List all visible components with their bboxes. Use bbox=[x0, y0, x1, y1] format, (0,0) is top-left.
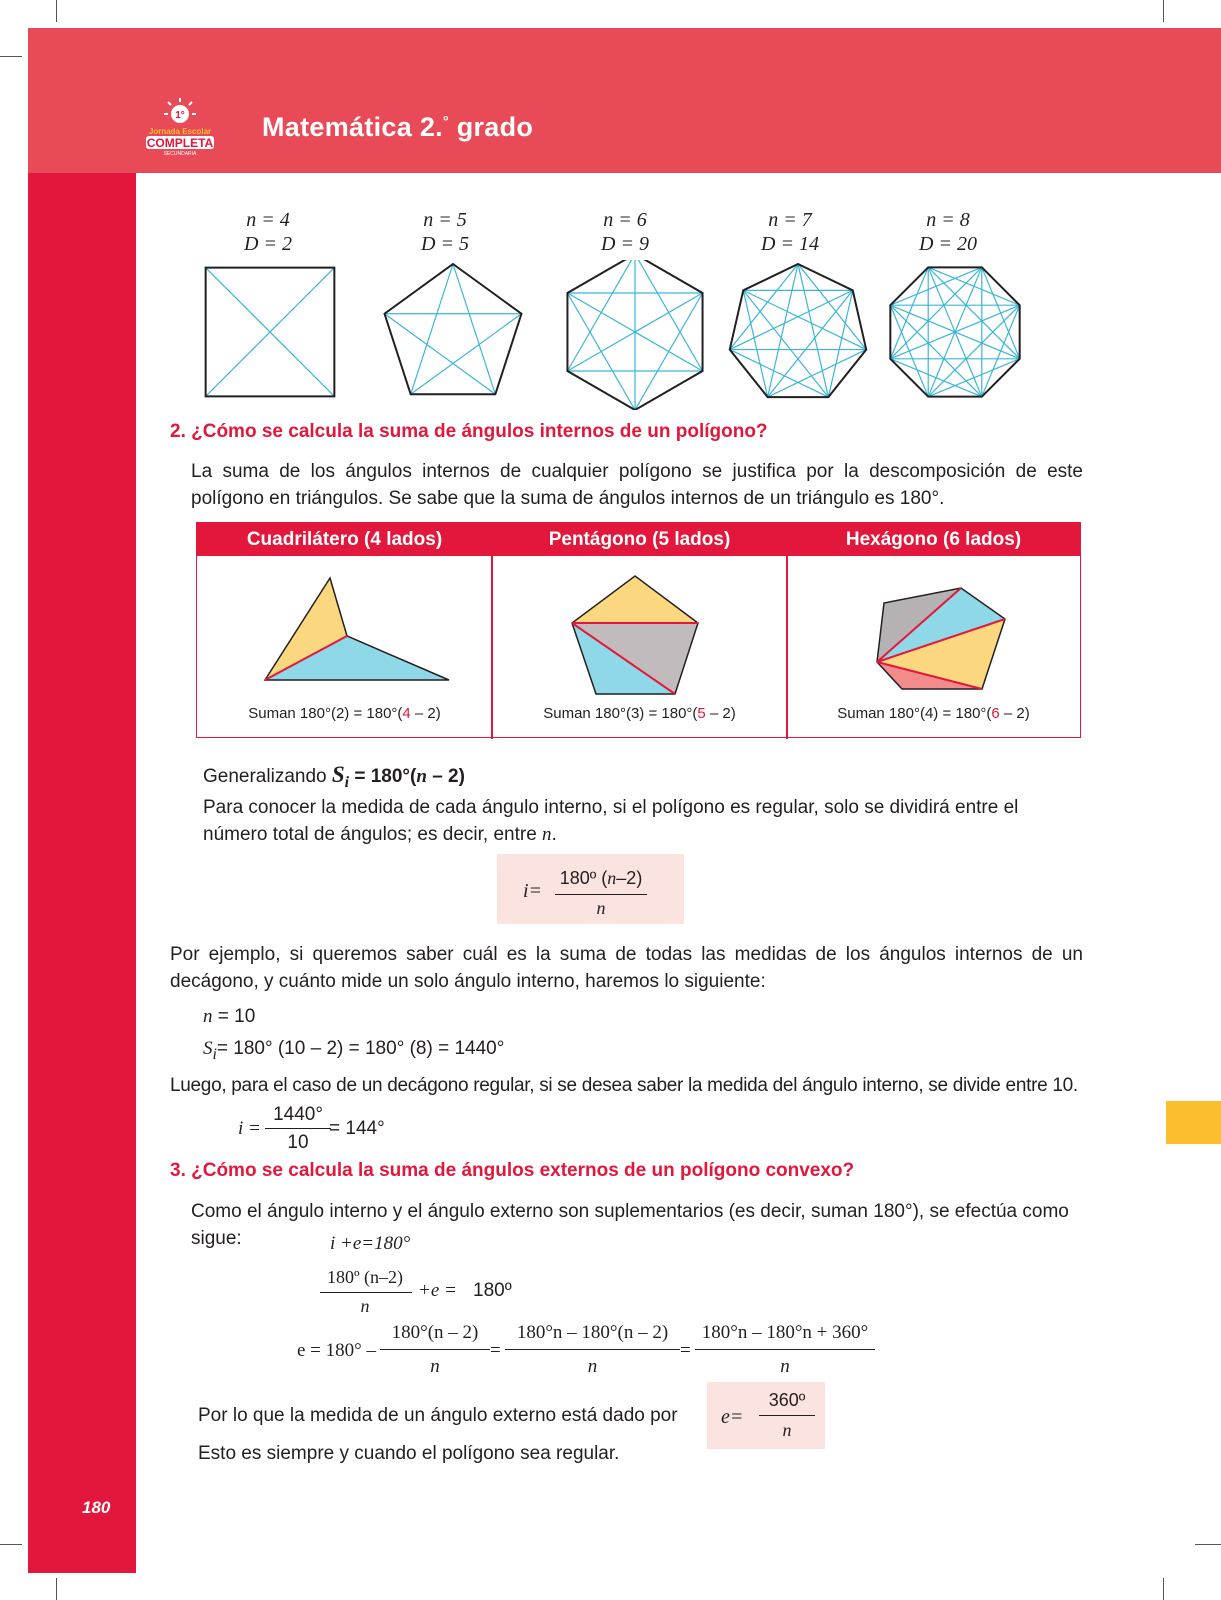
crop-mark bbox=[0, 1544, 22, 1545]
diagonal-line bbox=[453, 264, 495, 394]
decagon-angle-num: 1440° bbox=[273, 1104, 323, 1125]
equation-2-den: n bbox=[360, 1296, 370, 1316]
table-caption: Suman 180°(2) = 180°(4 – 2) bbox=[248, 705, 441, 722]
polygon-4-sides bbox=[206, 268, 335, 397]
svg-text:COMPLETA: COMPLETA bbox=[146, 136, 214, 150]
equation-3-f1-num: 180°(n – 2) bbox=[391, 1322, 479, 1343]
diagonal-line bbox=[411, 264, 453, 394]
polygon-label: n = 4 D = 2 bbox=[244, 209, 292, 255]
quadrilateral-figure bbox=[265, 578, 449, 680]
diagonal-line bbox=[890, 267, 981, 358]
final-text: Esto es siempre y cuando el polígono sea regular. bbox=[198, 1443, 620, 1464]
equation-3-den: n bbox=[587, 1356, 598, 1377]
section-2-title: 2. ¿Cómo se calcula la suma de ángulos internos de un polígono? bbox=[170, 421, 768, 442]
diagonal-line bbox=[635, 260, 703, 371]
fraction-bar bbox=[265, 1128, 331, 1129]
diagonal-line bbox=[768, 350, 867, 397]
polygon-label: n = 6 D = 9 bbox=[601, 209, 649, 255]
diagonal-line bbox=[411, 314, 522, 394]
n-value: n = 10 bbox=[203, 1006, 256, 1027]
exterior-angle-formula: e= 360º n bbox=[707, 1382, 825, 1449]
table-header: Cuadrilátero (4 lados) bbox=[197, 523, 492, 556]
svg-text:Jornada Escolar: Jornada Escolar bbox=[148, 127, 212, 136]
equation-3-den: n bbox=[430, 1356, 440, 1377]
polygon-label: n = 8 D = 20 bbox=[919, 209, 977, 255]
section-tab bbox=[1166, 1101, 1221, 1144]
polygon-label: n = 5 D = 5 bbox=[421, 209, 469, 255]
polygon-5-sides bbox=[385, 264, 522, 394]
crop-mark bbox=[1163, 0, 1164, 22]
side-band bbox=[28, 173, 136, 1573]
fraction-bar bbox=[320, 1292, 412, 1293]
section-2-paragraph: La suma de los ángulos internos de cualquier polígono se justifica por la descomposición de este polígono en triángulos. Se sabe que la suma de ángulos internos de un triángulo es 180°. bbox=[191, 461, 1083, 509]
sun-icon bbox=[140, 96, 220, 156]
decagon-angle-lhs: i = bbox=[238, 1118, 261, 1139]
equals-sign: = bbox=[680, 1340, 691, 1361]
generalization-line: Generalizando $S_i = 180^\circ(n - 2)$ bbox=[203, 762, 465, 791]
interior-angle-formula: i= 180º (n–2) n bbox=[497, 854, 684, 924]
sum-calculation: $S_i= 180^\circ$ (10 – 2) = 180° (8) = 1440° bbox=[203, 1038, 505, 1063]
crop-mark bbox=[56, 1578, 57, 1600]
crop-mark bbox=[1163, 1578, 1164, 1600]
polygon-8-sides bbox=[890, 267, 1019, 396]
fraction-bar bbox=[505, 1349, 680, 1350]
table-header: Pentágono (5 lados) bbox=[492, 523, 787, 556]
section-3-title: 3. ¿Cómo se calcula la suma de ángulos externos de un polígono convexo? bbox=[170, 1160, 855, 1181]
decagon-angle-den: 10 bbox=[287, 1132, 309, 1153]
fraction-bar bbox=[380, 1349, 490, 1350]
generalization-paragraph: Para conocer la medida de cada ángulo interno, si el polígono es regular, solo se dividirá entre el número total de ángulos; es decir, entre n. bbox=[203, 797, 1019, 845]
diagonal-line bbox=[730, 350, 829, 397]
table-caption: Suman 180°(3) = 180°(5 – 2) bbox=[543, 705, 736, 722]
equation-2-num: 180º (n–2) bbox=[326, 1267, 404, 1287]
diagonal-line bbox=[567, 293, 635, 410]
polygon-6-sides bbox=[567, 260, 702, 410]
polygon-label: n = 7 D = 14 bbox=[761, 209, 819, 255]
pentagon-figure bbox=[572, 576, 698, 694]
example-paragraph: Por ejemplo, si queremos saber cuál es la suma de todas las medidas de los ángulos internos de un decágono, y cuánto mide un solo ángulo interno, haremos lo siguiente: bbox=[170, 944, 1083, 992]
diagonal-line bbox=[928, 267, 1019, 358]
triangulation-table bbox=[196, 522, 1081, 738]
hexagon-figure bbox=[877, 588, 1005, 689]
conclusion-text: Por lo que la medida de un ángulo externo está dado por bbox=[198, 1405, 678, 1426]
crop-mark bbox=[1195, 1544, 1221, 1545]
luego-paragraph: Luego, para el caso de un decágono regular, si se desea saber la medida del ángulo interno, se divide entre 10. bbox=[170, 1075, 1078, 1096]
crop-mark bbox=[56, 0, 57, 22]
equation-3-den: n bbox=[780, 1356, 790, 1377]
equation-2-mid: +e = bbox=[418, 1280, 457, 1301]
diagonal-line bbox=[385, 314, 496, 394]
fraction-bar bbox=[695, 1349, 875, 1350]
equation-3-f3-num: 180°n – 180°n + 360° bbox=[701, 1322, 869, 1343]
crop-mark bbox=[0, 56, 22, 57]
page-title: Matemática 2.° grado bbox=[262, 112, 534, 142]
page-number: 180 bbox=[82, 1498, 111, 1517]
equals-sign: = bbox=[490, 1340, 501, 1361]
decagon-angle-result: = 144° bbox=[329, 1118, 385, 1139]
equation-3-f2-num: 180°n – 180°(n – 2) bbox=[516, 1322, 669, 1343]
equation-3-lhs: e = 180° – bbox=[297, 1340, 376, 1361]
diagonal-line bbox=[730, 290, 853, 349]
diagonal-line bbox=[743, 290, 866, 349]
svg-text:1°: 1° bbox=[175, 110, 185, 121]
table-header: Hexágono (6 lados) bbox=[787, 523, 1080, 556]
svg-text:SECUNDARIA: SECUNDARIA bbox=[163, 151, 197, 156]
polygon-7-sides bbox=[730, 264, 866, 397]
logo bbox=[140, 96, 220, 156]
diagonal-line bbox=[890, 305, 981, 396]
section-3-paragraph: Como el ángulo interno y el ángulo externo son suplementarios (es decir, suman 180°), se efectúa como sigue: bbox=[191, 1201, 1069, 1249]
triangulation-figures bbox=[197, 556, 1080, 706]
equation-1: i +e=180° bbox=[330, 1233, 411, 1254]
diagonal-line bbox=[928, 305, 1019, 396]
equation-2-rhs: 180º bbox=[473, 1280, 512, 1301]
table-caption: Suman 180°(4) = 180°(6 – 2) bbox=[837, 705, 1030, 722]
polygon-outline bbox=[730, 264, 866, 397]
polygon-diagonals-figure bbox=[200, 260, 1040, 410]
diagonal-line bbox=[567, 260, 635, 371]
